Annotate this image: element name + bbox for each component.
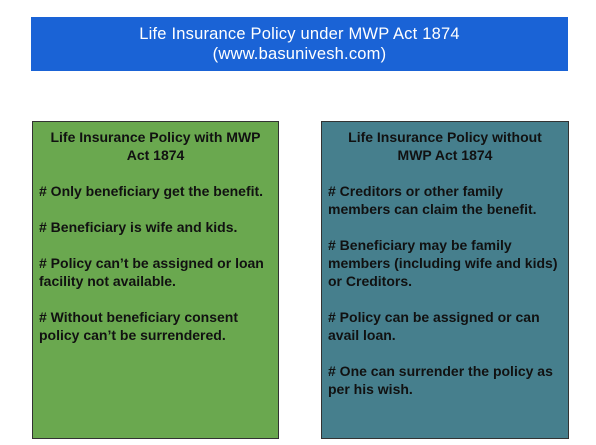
without-mwp-point: # One can surrender the policy as per his wish. bbox=[328, 363, 553, 397]
without-mwp-point: # Beneficiary may be family members (including wife and kids) or Creditors. bbox=[328, 237, 558, 289]
without-mwp-point: # Creditors or other family members can claim the benefit. bbox=[328, 183, 537, 217]
with-mwp-point: # Without beneficiary consent policy can’t be surrendered. bbox=[39, 309, 239, 343]
without-mwp-panel bbox=[321, 121, 569, 439]
with-mwp-point: # Only beneficiary get the benefit. bbox=[39, 183, 264, 199]
without-mwp-point: # Policy can be assigned or can avail loan. bbox=[328, 309, 540, 343]
banner-title: Life Insurance Policy under MWP Act 1874 bbox=[139, 25, 460, 43]
without-mwp-points bbox=[322, 182, 568, 398]
with-mwp-point: # Policy can’t be assigned or loan facility not available. bbox=[39, 255, 264, 289]
with-mwp-points bbox=[33, 182, 278, 344]
title-banner bbox=[31, 17, 568, 71]
with-mwp-point: # Beneficiary is wife and kids. bbox=[39, 219, 238, 235]
without-mwp-heading: Life Insurance Policy without MWP Act 1874 bbox=[348, 129, 542, 163]
with-mwp-heading: Life Insurance Policy with MWP Act 1874 bbox=[50, 129, 261, 163]
with-mwp-panel bbox=[32, 121, 279, 439]
banner-subtitle: (www.basunivesh.com) bbox=[212, 45, 387, 63]
